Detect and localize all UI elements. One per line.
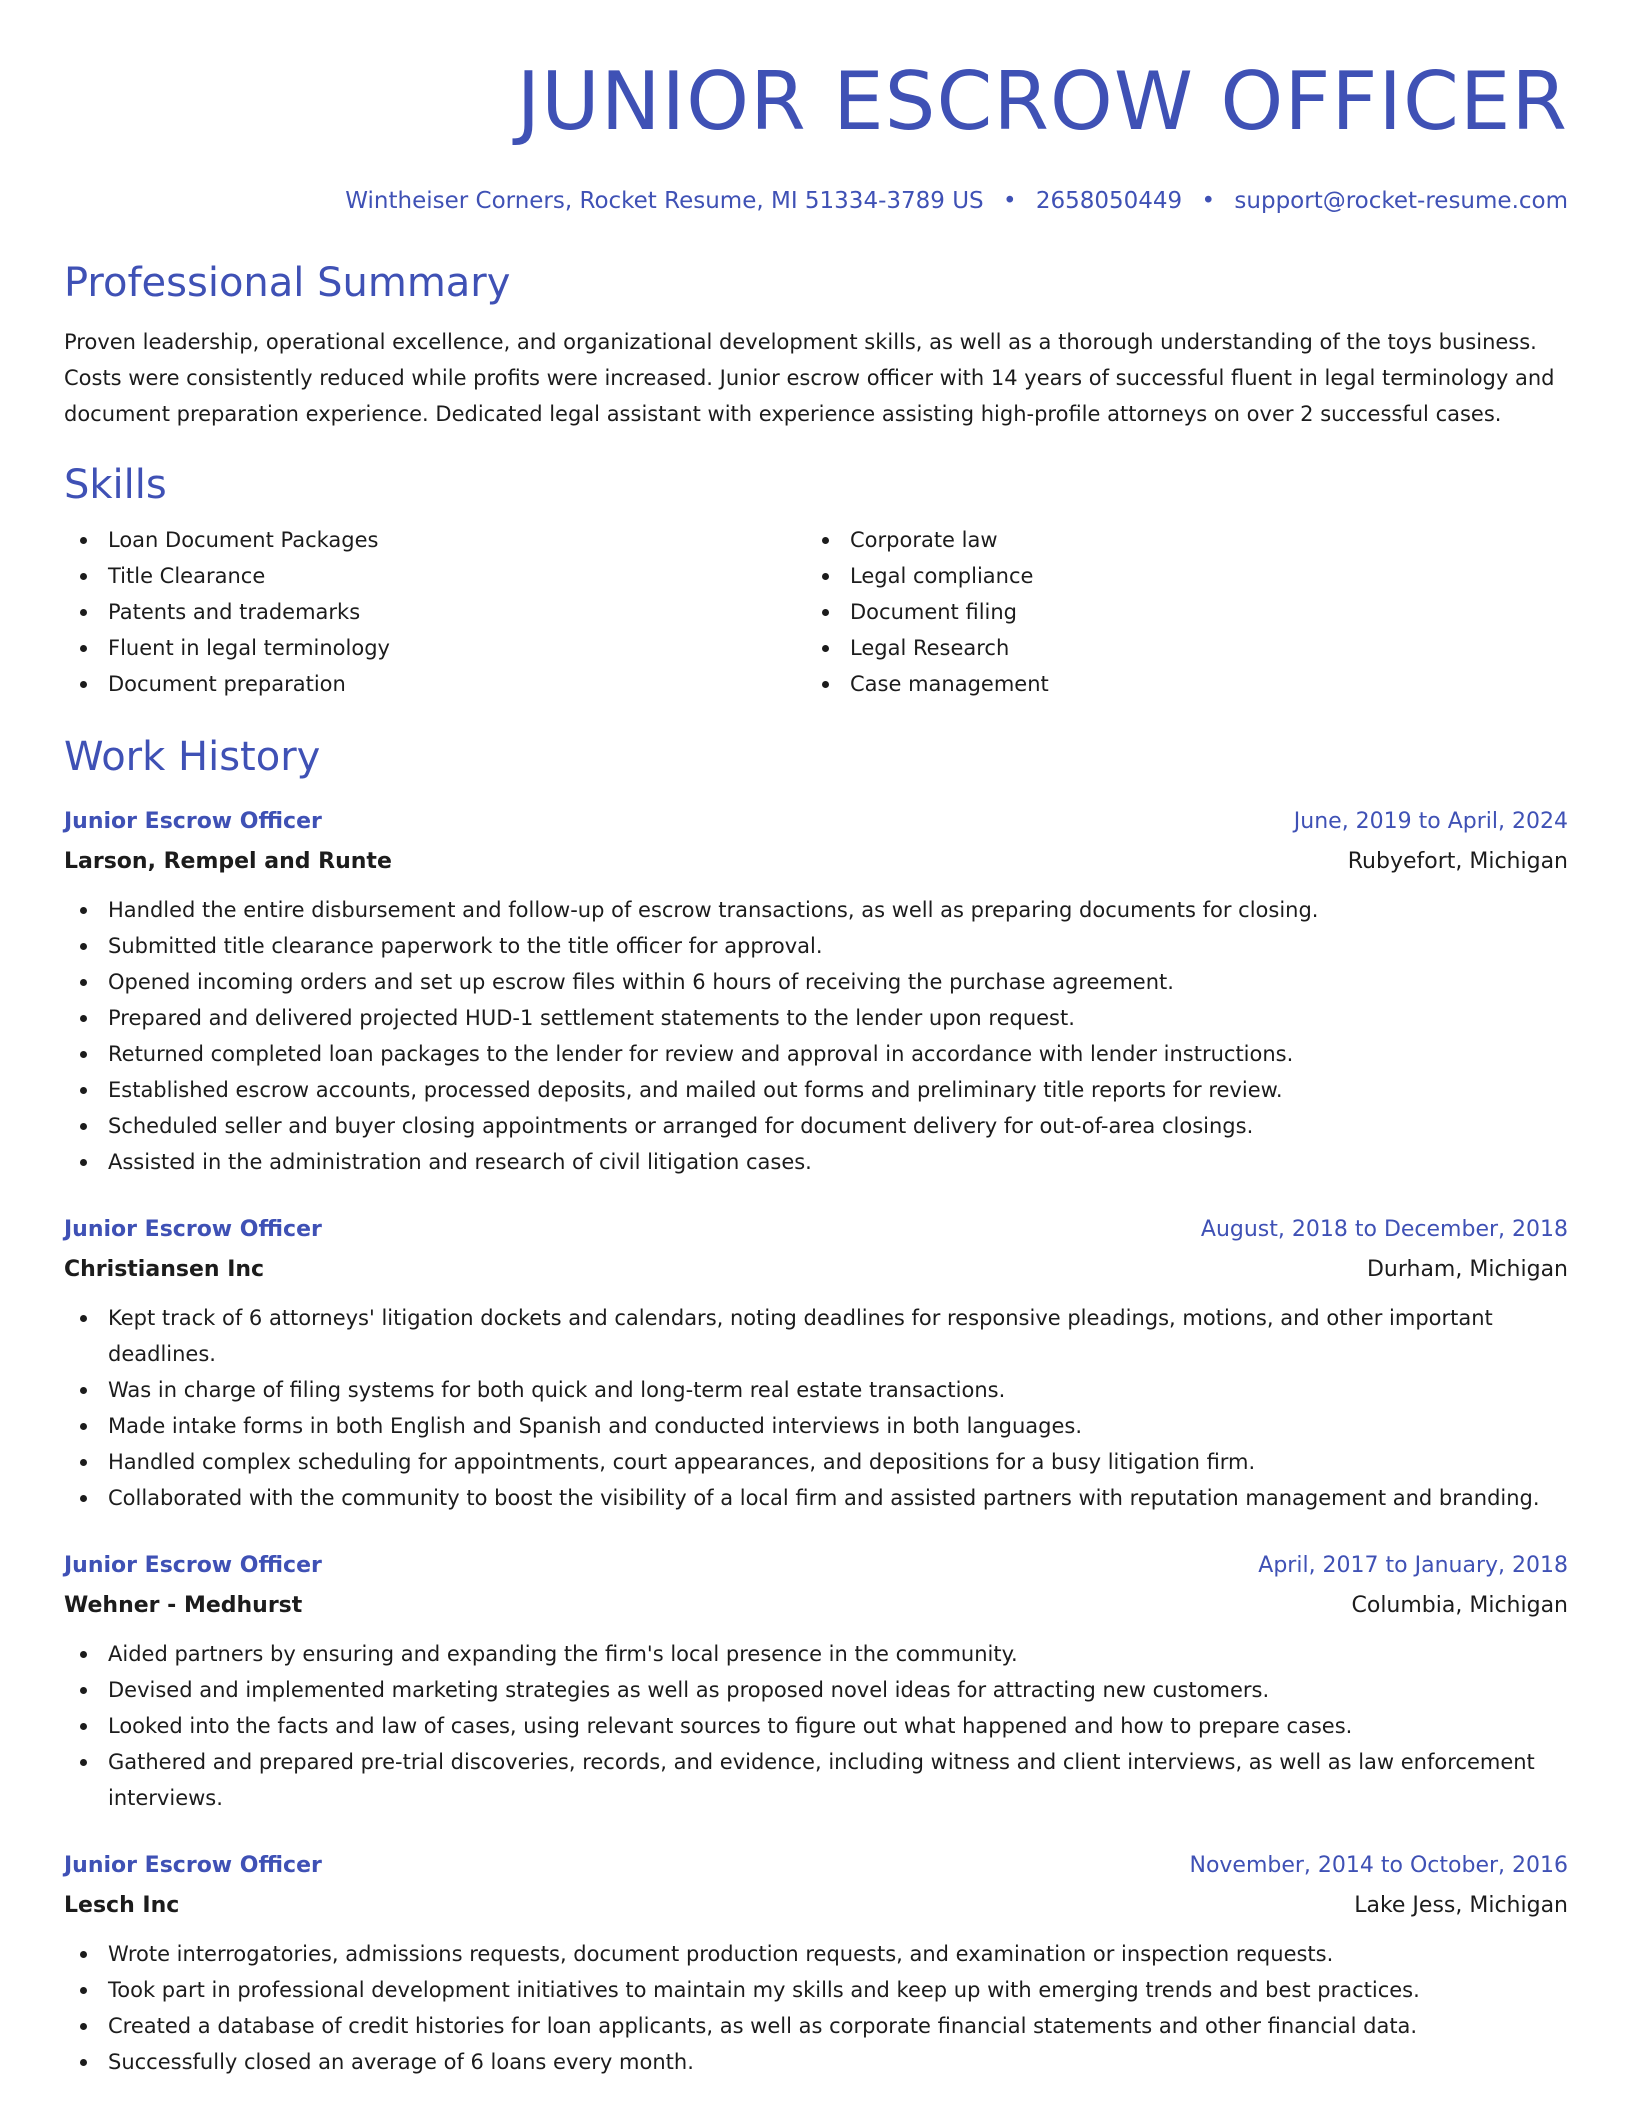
contact-line bbox=[64, 186, 1568, 216]
job-bullet: Assisted in the administration and research of civil litigation cases. bbox=[64, 1144, 1568, 1180]
skills-columns bbox=[64, 522, 1568, 702]
job-bullets bbox=[64, 1300, 1568, 1516]
job-entry bbox=[64, 802, 1568, 1180]
work-history-section bbox=[64, 732, 1568, 2080]
job-dates: April, 2017 to January, 2018 bbox=[1258, 1553, 1568, 1578]
work-history-heading: Work History bbox=[64, 734, 321, 780]
job-bullet: Gathered and prepared pre-trial discoveries, records, and evidence, including witness and client interviews, as well as law enforcement interviews. bbox=[64, 1744, 1568, 1816]
job-bullet: Devised and implemented marketing strategies as well as proposed novel ideas for attracting new customers. bbox=[64, 1672, 1568, 1708]
job-bullet: Successfully closed an average of 6 loans every month. bbox=[64, 2044, 1568, 2080]
candidate-name: JUNIOR ESCROW OFFICER bbox=[516, 55, 1568, 148]
skills-list-left bbox=[64, 522, 806, 702]
job-company: Lesch Inc bbox=[64, 1893, 180, 1918]
skill-item: Document preparation bbox=[64, 666, 806, 702]
contact-address: Wintheiser Corners, Rocket Resume, MI 51334-3789 US bbox=[345, 188, 984, 214]
skill-item: Legal compliance bbox=[806, 558, 1548, 594]
job-bullet: Took part in professional development initiatives to maintain my skills and keep up with emerging trends and best practices. bbox=[64, 1972, 1568, 2008]
job-bullet: Looked into the facts and law of cases, using relevant sources to figure out what happened and how to prepare cases. bbox=[64, 1708, 1568, 1744]
job-entry bbox=[64, 1546, 1568, 1816]
skills-heading: Skills bbox=[64, 462, 167, 508]
job-bullet: Scheduled seller and buyer closing appointments or arranged for document delivery for out-of-area closings. bbox=[64, 1108, 1568, 1144]
skill-item: Document filing bbox=[806, 594, 1548, 630]
summary-text: Proven leadership, operational excellence, and organizational development skills, as well as a thorough understanding of the toys business. Costs were consistently reduced while profits were increased. Junior escrow officer with 14 years of successful fluent in legal terminology and document preparation experience. Dedicated legal assistant with experience assisting high-profile attorneys on over 2 successful cases. bbox=[64, 330, 1555, 426]
job-bullets bbox=[64, 892, 1568, 1180]
job-title-row bbox=[64, 1846, 1568, 1886]
resume-header bbox=[64, 0, 1568, 216]
job-bullet: Handled complex scheduling for appointments, court appearances, and depositions for a busy litigation firm. bbox=[64, 1444, 1568, 1480]
job-entry bbox=[64, 1210, 1568, 1516]
skill-item: Loan Document Packages bbox=[64, 522, 806, 558]
job-list bbox=[64, 802, 1568, 2080]
summary-heading: Professional Summary bbox=[64, 260, 511, 306]
skill-item: Title Clearance bbox=[64, 558, 806, 594]
job-dates: August, 2018 to December, 2018 bbox=[1200, 1217, 1568, 1242]
skills-section bbox=[64, 460, 1568, 702]
job-title-row bbox=[64, 1546, 1568, 1586]
job-bullet: Kept track of 6 attorneys' litigation dockets and calendars, noting deadlines for responsive pleadings, motions, and other important deadlines. bbox=[64, 1300, 1568, 1372]
job-entry bbox=[64, 1846, 1568, 2080]
skills-list-right bbox=[806, 522, 1548, 702]
job-bullet: Wrote interrogatories, admissions requests, document production requests, and examination or inspection requests. bbox=[64, 1936, 1568, 1972]
job-bullet: Returned completed loan packages to the lender for review and approval in accordance with lender instructions. bbox=[64, 1036, 1568, 1072]
job-bullets bbox=[64, 1936, 1568, 2080]
job-title: Junior Escrow Officer bbox=[64, 1553, 322, 1578]
job-company-row bbox=[64, 1586, 1568, 1626]
job-location: Columbia, Michigan bbox=[1351, 1593, 1568, 1618]
contact-separator: • bbox=[1002, 188, 1017, 214]
job-location: Lake Jess, Michigan bbox=[1354, 1893, 1568, 1918]
job-bullet: Collaborated with the community to boost the visibility of a local firm and assisted partners with reputation management and branding. bbox=[64, 1480, 1568, 1516]
job-title: Junior Escrow Officer bbox=[64, 809, 322, 834]
job-bullet: Was in charge of filing systems for both quick and long-term real estate transactions. bbox=[64, 1372, 1568, 1408]
skill-item: Legal Research bbox=[806, 630, 1548, 666]
job-location: Rubyefort, Michigan bbox=[1347, 849, 1568, 874]
job-title: Junior Escrow Officer bbox=[64, 1853, 322, 1878]
job-location: Durham, Michigan bbox=[1366, 1257, 1568, 1282]
job-bullets bbox=[64, 1636, 1568, 1816]
job-company-row bbox=[64, 1250, 1568, 1290]
job-bullet: Submitted title clearance paperwork to the title officer for approval. bbox=[64, 928, 1568, 964]
skill-item: Corporate law bbox=[806, 522, 1548, 558]
job-bullet: Prepared and delivered projected HUD-1 settlement statements to the lender upon request. bbox=[64, 1000, 1568, 1036]
job-company: Larson, Rempel and Runte bbox=[64, 849, 392, 874]
job-title-row bbox=[64, 1210, 1568, 1250]
job-bullet: Aided partners by ensuring and expanding the firm's local presence in the community. bbox=[64, 1636, 1568, 1672]
job-bullet: Established escrow accounts, processed deposits, and mailed out forms and preliminary title reports for review. bbox=[64, 1072, 1568, 1108]
job-bullet: Opened incoming orders and set up escrow files within 6 hours of receiving the purchase agreement. bbox=[64, 964, 1568, 1000]
skill-item: Patents and trademarks bbox=[64, 594, 806, 630]
job-company: Wehner - Medhurst bbox=[64, 1593, 303, 1618]
skill-item: Fluent in legal terminology bbox=[64, 630, 806, 666]
job-company-row bbox=[64, 1886, 1568, 1926]
skill-item: Case management bbox=[806, 666, 1548, 702]
job-company-row bbox=[64, 842, 1568, 882]
job-company: Christiansen Inc bbox=[64, 1257, 265, 1282]
job-bullet: Created a database of credit histories for loan applicants, as well as corporate financial statements and other financial data. bbox=[64, 2008, 1568, 2044]
job-title-row bbox=[64, 802, 1568, 842]
job-title: Junior Escrow Officer bbox=[64, 1217, 322, 1242]
summary-section bbox=[64, 258, 1568, 432]
job-dates: June, 2019 to April, 2024 bbox=[1293, 809, 1568, 834]
contact-separator: • bbox=[1201, 188, 1216, 214]
job-bullet: Made intake forms in both English and Spanish and conducted interviews in both languages. bbox=[64, 1408, 1568, 1444]
contact-phone: 2658050449 bbox=[1035, 188, 1183, 214]
job-bullet: Handled the entire disbursement and follow-up of escrow transactions, as well as preparing documents for closing. bbox=[64, 892, 1568, 928]
contact-email[interactable]: support@rocket-resume.com bbox=[1234, 188, 1568, 214]
job-dates: November, 2014 to October, 2016 bbox=[1189, 1853, 1568, 1878]
